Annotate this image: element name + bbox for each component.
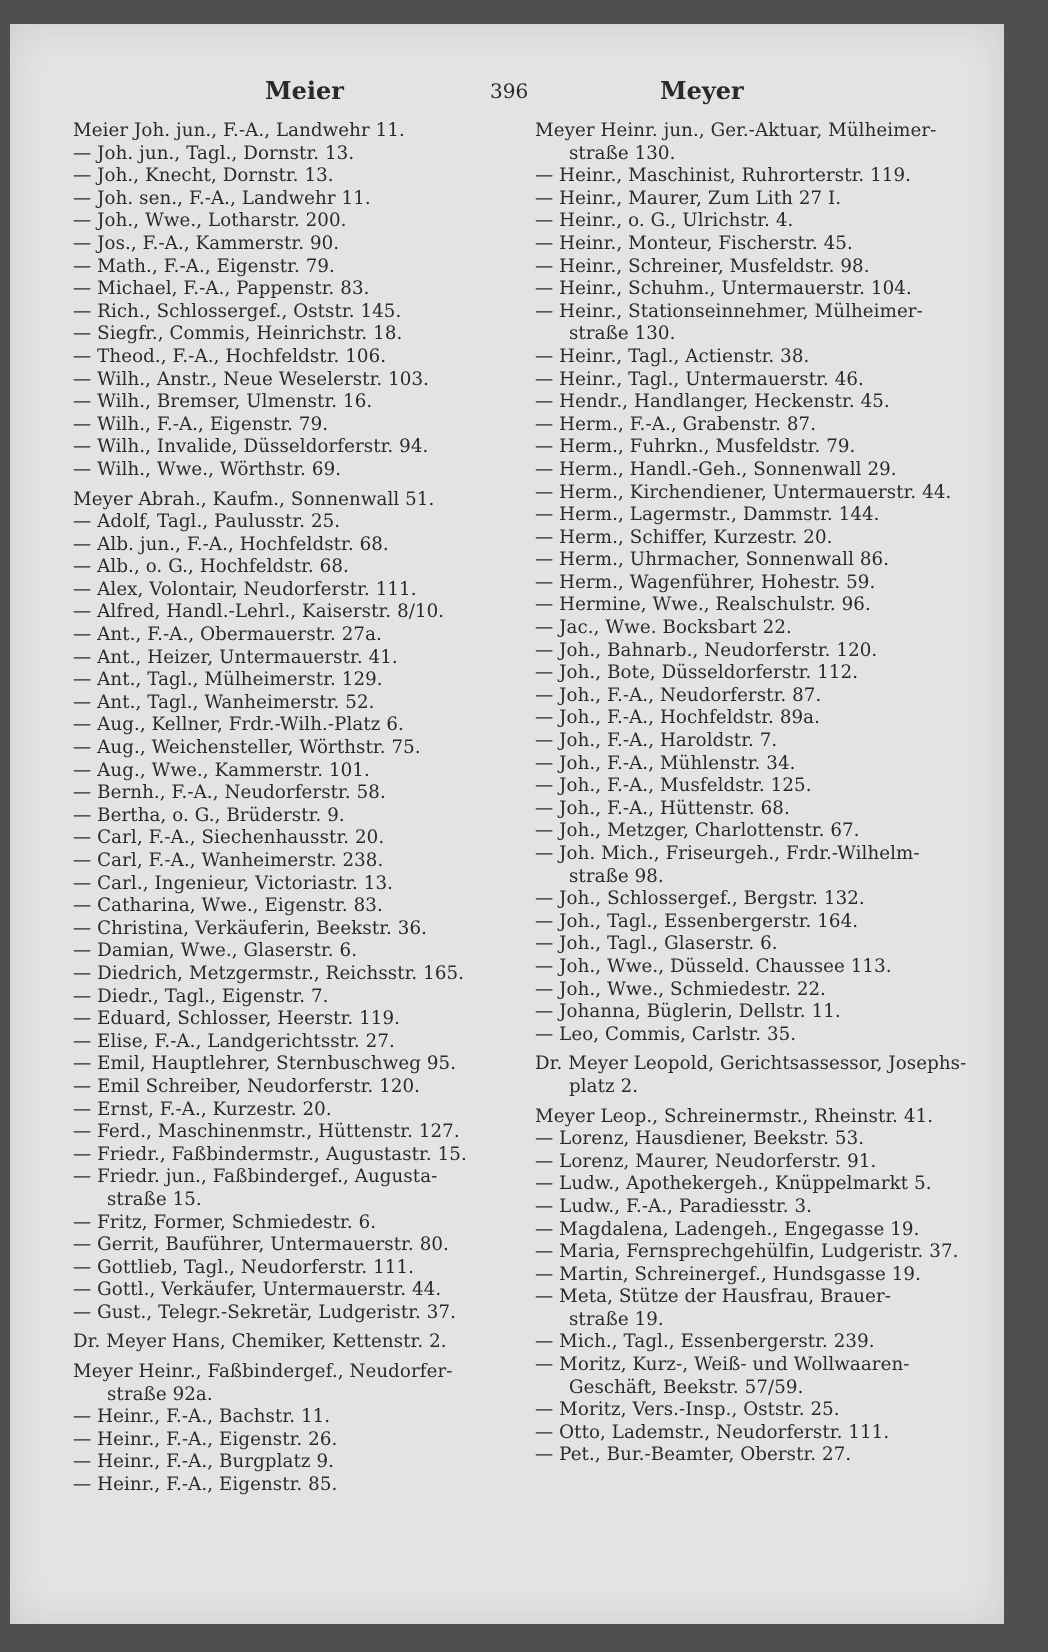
directory-entry: — Jac., Wwe. Bocksbart 22.: [535, 617, 792, 639]
directory-entry: Meier Joh. jun., F.-A., Landwehr 11.: [73, 120, 405, 141]
directory-entry: — Emil, Hauptlehrer, Sternbuschweg 95.: [73, 1053, 457, 1075]
directory-entry: — Wilh., Wwe., Wörthstr. 69.: [73, 458, 342, 480]
directory-entry: — Carl, F.-A., Wanheimerstr. 238.: [73, 850, 384, 871]
directory-entry: — Heinr., Schuhm., Untermauerstr. 104.: [535, 278, 912, 300]
directory-entry: Meyer Leop., Schreinermstr., Rheinstr. 41.: [535, 1105, 934, 1127]
directory-entry: — Herm., Uhrmacher, Sonnenwall 86.: [535, 549, 890, 571]
directory-entry: — Joh., F.-A., Neudorferstr. 87.: [535, 684, 822, 706]
directory-entry: — Wilh., Bremser, Ulmenstr. 16.: [73, 391, 373, 413]
directory-entry: — Carl., Ingenieur, Victoriastr. 13.: [73, 872, 394, 894]
directory-entry: — Wilh., Anstr., Neue Weselerstr. 103.: [73, 368, 430, 390]
directory-entry: — Joh. Mich., Friseurgeh., Frdr.-Wilhelm- straße 98.: [535, 843, 920, 887]
directory-entry: — Heinr., Schreiner, Musfeldstr. 98.: [535, 255, 870, 277]
directory-entry: Meyer Heinr., Faßbindergef., Neudorfer- straße 92a.: [73, 1361, 453, 1405]
directory-entry: — Fritz, Former, Schmiedestr. 6.: [73, 1211, 377, 1233]
page-number: 396: [490, 79, 529, 103]
directory-entry: — Joh., Knecht, Dornstr. 13.: [73, 165, 334, 187]
directory-entry: — Ant., F.-A., Obermauerstr. 27a.: [73, 624, 382, 646]
directory-entry: — Maria, Fernsprechgehülfin, Ludgeristr. 37.: [535, 1241, 959, 1263]
directory-entry: — Ferd., Maschinenmstr., Hüttenstr. 127.: [73, 1121, 460, 1143]
directory-entry: — Leo, Commis, Carlstr. 35.: [535, 1023, 797, 1045]
directory-entry: — Heinr., Tagl., Untermauerstr. 46.: [535, 368, 864, 390]
header-right-name: Meyer: [660, 76, 744, 105]
directory-entry: — Heinr., Maurer, Zum Lith 27 I.: [535, 187, 842, 209]
directory-entry: — Heinr., Monteur, Fischerstr. 45.: [535, 232, 853, 254]
directory-entry: — Herm., F.-A., Grabenstr. 87.: [535, 413, 817, 435]
directory-entry: — Joh., Bahnarb., Neudorferstr. 120.: [535, 639, 878, 661]
directory-entry: — Joh., F.-A., Mühlenstr. 34.: [535, 752, 796, 774]
directory-entry: — Magdalena, Ladengeh., Engegasse 19.: [535, 1218, 920, 1240]
directory-entry: — Joh. jun., Tagl., Dornstr. 13.: [73, 142, 355, 164]
directory-entry: — Joh., Wwe., Schmiedestr. 22.: [535, 978, 827, 1000]
directory-entry: — Herm., Schiffer, Kurzestr. 20.: [535, 526, 833, 548]
directory-entry: — Heinr., F.-A., Eigenstr. 85.: [73, 1474, 338, 1496]
directory-entry: Dr. Meyer Hans, Chemiker, Kettenstr. 2.: [73, 1331, 447, 1353]
directory-entry: — Bernh., F.-A., Neudorferstr. 58.: [73, 782, 386, 804]
directory-entry: — Gottlieb, Tagl., Neudorferstr. 111.: [73, 1256, 414, 1278]
directory-entry: — Wilh., Invalide, Düsseldorferstr. 94.: [73, 436, 429, 458]
left-column: [73, 120, 513, 1497]
directory-entry: — Alb. jun., F.-A., Hochfeldstr. 68.: [73, 533, 389, 555]
directory-entry: — Heinr., Tagl., Actienstr. 38.: [535, 345, 810, 367]
directory-entry: — Joh. sen., F.-A., Landwehr 11.: [73, 187, 371, 209]
directory-entry: — Math., F.-A., Eigenstr. 79.: [73, 255, 335, 277]
directory-entry: — Gerrit, Bauführer, Untermauerstr. 80.: [73, 1234, 449, 1256]
directory-entry: — Joh., Wwe., Lotharstr. 200.: [73, 210, 347, 232]
directory-entry: — Hendr., Handlanger, Heckenstr. 45.: [535, 391, 890, 413]
directory-entry: — Pet., Bur.-Beamter, Oberstr. 27.: [535, 1444, 852, 1466]
directory-entry: — Theod., F.-A., Hochfeldstr. 106.: [73, 345, 387, 367]
directory-entry: — Aug., Kellner, Frdr.-Wilh.-Platz 6.: [73, 714, 404, 736]
directory-entry: — Diedr., Tagl., Eigenstr. 7.: [73, 985, 329, 1007]
directory-entry: — Joh., F.-A., Hüttenstr. 68.: [535, 797, 790, 819]
directory-entry: — Martin, Schreinergef., Hundsgasse 19.: [535, 1263, 921, 1285]
directory-entry: — Ludw., Apothekergeh., Knüppelmarkt 5.: [535, 1173, 932, 1195]
directory-entry: — Moritz, Vers.-Insp., Oststr. 25.: [535, 1399, 840, 1421]
directory-entry: — Herm., Fuhrkn., Musfeldstr. 79.: [535, 436, 856, 458]
directory-entry: — Emil Schreiber, Neudorferstr. 120.: [73, 1075, 421, 1097]
directory-entry: — Joh., Tagl., Glaserstr. 6.: [535, 933, 778, 955]
directory-entry: — Gust., Telegr.-Sekretär, Ludgeristr. 37.: [73, 1301, 457, 1323]
directory-entry: — Gottl., Verkäufer, Untermauerstr. 44.: [73, 1279, 442, 1301]
directory-entry: — Mich., Tagl., Essenbergerstr. 239.: [535, 1331, 875, 1353]
directory-entry: — Alb., o. G., Hochfeldstr. 68.: [73, 556, 349, 578]
directory-entry: — Aug., Weichensteller, Wörthstr. 75.: [73, 737, 421, 759]
directory-entry: — Siegfr., Commis, Heinrichstr. 18.: [73, 323, 403, 345]
directory-entry: — Jos., F.-A., Kammerstr. 90.: [73, 232, 340, 254]
directory-entry: Dr. Meyer Leopold, Gerichtsassessor, Josephs- platz 2.: [535, 1053, 967, 1097]
directory-entry: — Friedr. jun., Faßbindergef., Augusta- straße 15.: [73, 1166, 438, 1210]
directory-page: [10, 24, 1004, 1624]
directory-entry: — Christina, Verkäuferin, Beekstr. 36.: [73, 917, 428, 939]
directory-entry: — Lorenz, Hausdiener, Beekstr. 53.: [535, 1128, 865, 1150]
directory-entry: — Aug., Wwe., Kammerstr. 101.: [73, 759, 370, 781]
directory-entry: — Heinr., Stationseinnehmer, Mülheimer- straße 130.: [535, 300, 923, 345]
directory-entry: — Joh., Wwe., Düsseld. Chaussee 113.: [535, 955, 892, 977]
directory-entry: — Ant., Tagl., Wanheimerstr. 52.: [73, 691, 375, 713]
directory-entry: — Ant., Tagl., Mülheimerstr. 129.: [73, 669, 383, 691]
directory-entry: — Joh., F.-A., Hochfeldstr. 89a.: [535, 707, 820, 729]
directory-entry: — Heinr., F.-A., Eigenstr. 26.: [73, 1428, 338, 1450]
directory-entry: — Wilh., F.-A., Eigenstr. 79.: [73, 413, 329, 435]
directory-entry: — Rich., Schlossergef., Oststr. 145.: [73, 300, 402, 322]
directory-entry: — Michael, F.-A., Pappenstr. 83.: [73, 278, 370, 300]
directory-entry: — Joh., F.-A., Musfeldstr. 125.: [535, 775, 812, 797]
directory-entry: — Lorenz, Maurer, Neudorferstr. 91.: [535, 1150, 877, 1172]
directory-entry: — Alfred, Handl.-Lehrl., Kaiserstr. 8/10.: [73, 601, 445, 623]
directory-entry: — Meta, Stütze der Hausfrau, Brauer- straße 19.: [535, 1286, 891, 1330]
header-left-name: Meier: [265, 76, 344, 105]
directory-entry: — Diedrich, Metzgermstr., Reichsstr. 165.: [73, 962, 465, 984]
directory-entry: — Ernst, F.-A., Kurzestr. 20.: [73, 1098, 332, 1120]
directory-entry: — Herm., Kirchendiener, Untermauerstr. 44.: [535, 481, 952, 503]
directory-entry: Meyer Heinr. jun., Ger.-Aktuar, Mülheimer- straße 130.: [535, 120, 937, 164]
directory-entry: Meyer Abrah., Kaufm., Sonnenwall 51.: [73, 488, 435, 510]
directory-entry: — Joh., F.-A., Haroldstr. 7.: [535, 730, 778, 752]
directory-entry: — Elise, F.-A., Landgerichtsstr. 27.: [73, 1030, 395, 1052]
directory-entry: — Heinr., Maschinist, Ruhrorterstr. 119.: [535, 165, 912, 187]
directory-entry: — Eduard, Schlosser, Heerstr. 119.: [73, 1008, 401, 1030]
directory-entry: — Friedr., Faßbindermstr., Augustastr. 15.: [73, 1143, 467, 1165]
directory-entry: — Joh., Tagl., Essenbergerstr. 164.: [535, 910, 859, 932]
directory-entry: — Carl, F.-A., Siechenhausstr. 20.: [73, 827, 385, 849]
directory-entry: — Moritz, Kurz-, Weiß- und Wollwaaren- Geschäft, Beekstr. 57/59.: [535, 1354, 910, 1398]
directory-entry: — Herm., Handl.-Geh., Sonnenwall 29.: [535, 458, 897, 480]
right-column: [535, 120, 975, 1467]
page-header: [10, 76, 1004, 116]
directory-entry: — Damian, Wwe., Glaserstr. 6.: [73, 940, 358, 962]
directory-entry: — Joh., Bote, Düsseldorferstr. 112.: [535, 662, 859, 684]
directory-entry: — Heinr., F.-A., Bachstr. 11.: [73, 1406, 331, 1428]
directory-entry: — Heinr., F.-A., Burgplatz 9.: [73, 1451, 334, 1473]
directory-entry: — Joh., Schlossergef., Bergstr. 132.: [535, 888, 865, 910]
directory-entry: — Herm., Lagermstr., Dammstr. 144.: [535, 504, 880, 526]
directory-entry: — Herm., Wagenführer, Hohestr. 59.: [535, 571, 876, 593]
directory-entry: — Johanna, Büglerin, Dellstr. 11.: [535, 1001, 841, 1023]
directory-entry: — Alex, Volontair, Neudorferstr. 111.: [73, 578, 417, 600]
directory-entry: — Adolf, Tagl., Paulusstr. 25.: [73, 511, 341, 533]
directory-entry: — Otto, Lademstr., Neudorferstr. 111.: [535, 1421, 890, 1443]
directory-entry: — Catharina, Wwe., Eigenstr. 83.: [73, 895, 383, 917]
directory-entry: — Ludw., F.-A., Paradiesstr. 3.: [535, 1195, 813, 1217]
directory-entry: — Heinr., o. G., Ulrichstr. 4.: [535, 210, 794, 232]
directory-entry: — Hermine, Wwe., Realschulstr. 96.: [535, 594, 871, 616]
directory-entry: — Ant., Heizer, Untermauerstr. 41.: [73, 646, 398, 668]
directory-entry: — Bertha, o. G., Brüderstr. 9.: [73, 804, 345, 826]
directory-entry: — Joh., Metzger, Charlottenstr. 67.: [535, 820, 860, 842]
